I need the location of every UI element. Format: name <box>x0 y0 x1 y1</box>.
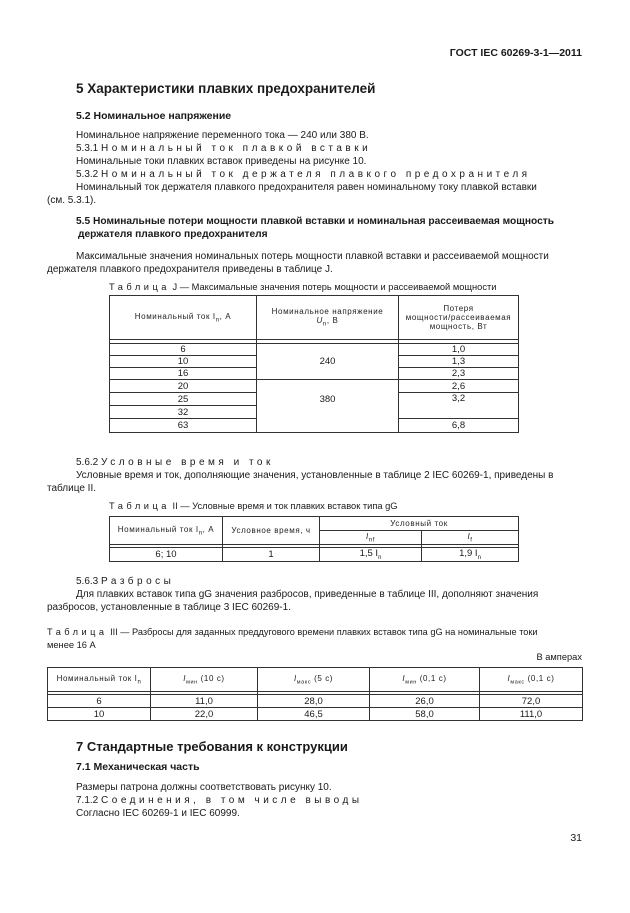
paragraph: Максимальные значения номинальных потерь мощности плавкой вставки и рассеиваемой мощности <box>76 251 549 262</box>
table-cell: 16 <box>110 368 257 380</box>
clause-number: 5.3.2 <box>76 169 99 180</box>
section-5-2-title: 5.2 Номинальное напряжение <box>76 110 232 122</box>
table-cell: 32 <box>110 406 257 419</box>
paragraph: Номинальное напряжение переменного тока — 240 или 380 В. <box>76 130 369 141</box>
table-cell: 240 <box>257 344 399 380</box>
table-cell: 1,3 <box>399 356 519 368</box>
clause-number: 5.3.1 <box>76 143 99 154</box>
table-j <box>109 295 519 433</box>
table-row <box>48 708 583 721</box>
table-cell: 26,0 <box>370 695 480 708</box>
table-cell: 2,3 <box>399 368 519 380</box>
table-header: Номинальное напряжение $U_n$, В <box>257 296 399 340</box>
paragraph: Номинальный ток держателя плавкого предохранителя равен номинальному току плавкой вставки <box>76 182 537 193</box>
table-row <box>48 695 583 708</box>
section-5-5-title-cont: держателя плавкого предохранителя <box>78 229 268 240</box>
page-number: 31 <box>570 832 582 844</box>
paragraph: Для плавких вставок типа gG значения разбросов, приведенные в таблице III, дополняют значения <box>76 589 539 600</box>
clause-title: Соединения, в том числе выводы <box>101 795 363 806</box>
table-header: $I_{nf}$ <box>320 531 422 545</box>
table-cell: 63 <box>110 419 257 433</box>
caption-text: II — Условные время и ток плавких вставок типа gG <box>172 501 398 511</box>
table-cell: 10 <box>48 708 151 721</box>
table-header: Условное время, ч <box>223 517 320 545</box>
caption-prefix: Таблица <box>109 501 170 511</box>
section-5-3-2-heading <box>76 168 531 181</box>
table-cell: 3,2 <box>399 393 519 419</box>
table-cell: 380 <box>257 380 399 433</box>
section-5-6-3-heading <box>76 575 174 588</box>
clause-title: Номинальный ток плавкой вставки <box>101 143 372 154</box>
paragraph: (см. 5.3.1). <box>47 195 97 206</box>
table-ii-caption <box>109 501 398 511</box>
table-cell: 111,0 <box>480 708 583 721</box>
table-header: Номинальный ток $I_n$ <box>48 668 151 692</box>
paragraph: Номинальные токи плавких вставок приведены на рисунке 10. <box>76 156 367 167</box>
table-cell: 20 <box>110 380 257 393</box>
clause-number: 5.6.3 <box>76 576 99 587</box>
clause-title: Условные время и ток <box>101 457 274 468</box>
section-7-title: 7 Стандартные требования к конструкции <box>76 739 348 754</box>
table-cell: 1,5 $I_n$ <box>320 548 422 562</box>
table-cell: 58,0 <box>370 708 480 721</box>
table-header: Условный ток <box>320 517 519 531</box>
table-header: Номинальный ток $I_n$, А <box>110 296 257 340</box>
table-cell: 25 <box>110 393 257 406</box>
table-header: $I_{макс}$ (5 с) <box>258 668 370 692</box>
table-header: $I_{мин}$ (0,1 с) <box>370 668 480 692</box>
clause-title: Номинальный ток держателя плавкого предохранителя <box>101 169 531 180</box>
table-iii-caption-cont: менее 16 А <box>47 640 96 650</box>
paragraph: Согласно IEC 60269-1 и IEC 60999. <box>76 808 240 819</box>
paragraph: таблице II. <box>47 483 97 494</box>
table-ii <box>109 516 519 562</box>
table-iii-caption <box>47 627 538 637</box>
section-5-6-2-heading <box>76 456 274 469</box>
paragraph: Условные время и ток, дополняющие значения, установленные в таблице 2 IEC 60269-1, приведены в <box>76 470 554 481</box>
table-cell: 11,0 <box>151 695 258 708</box>
table-cell: 6,8 <box>399 419 519 433</box>
table-header: $I_{макс}$ (0,1 с) <box>480 668 583 692</box>
table-cell: 1,9 $I_n$ <box>422 548 519 562</box>
paragraph: держателя плавкого предохранителя приведены в таблице J. <box>47 264 333 275</box>
table-cell: 72,0 <box>480 695 583 708</box>
section-5-3-1-heading <box>76 142 371 155</box>
table-j-caption <box>109 282 496 292</box>
table-header: $I_{мин}$ (10 с) <box>151 668 258 692</box>
clause-number: 7.1.2 <box>76 795 99 806</box>
paragraph: разбросов, установленные в таблице 3 IEC 60269-1. <box>47 602 291 613</box>
clause-number: 5.6.2 <box>76 457 99 468</box>
caption-prefix: Таблица <box>47 627 108 637</box>
table-header: Потеря мощности/рассеиваемая мощность, Вт <box>399 296 519 340</box>
table-header: $I_f$ <box>422 531 519 545</box>
paragraph: Размеры патрона должны соответствовать рисунку 10. <box>76 782 332 793</box>
table-cell: 46,5 <box>258 708 370 721</box>
table-cell: 28,0 <box>258 695 370 708</box>
table-header: Номинальный ток $I_n$, А <box>110 517 223 545</box>
clause-title: Разбросы <box>101 576 175 587</box>
table-cell: 1 <box>223 548 320 562</box>
section-7-1-2-heading <box>76 794 363 807</box>
table-iii <box>47 667 583 721</box>
table-cell: 22,0 <box>151 708 258 721</box>
document-id: ГОСТ IEC 60269-3-1—2011 <box>449 47 582 59</box>
table-cell: 6 <box>48 695 151 708</box>
table-cell: 6; 10 <box>110 548 223 562</box>
table-iii-unit-note: В амперах <box>536 652 582 662</box>
caption-prefix: Таблица <box>109 282 170 292</box>
section-5-5-title: 5.5 Номинальные потери мощности плавкой вставки и номинальная рассеиваемая мощность <box>76 216 555 227</box>
caption-text: III — Разбросы для заданных преддугового времени плавких вставок типа gG на номинальные токи <box>110 627 538 637</box>
section-5-title: 5 Характеристики плавких предохранителей <box>76 81 376 96</box>
table-cell: 2,6 <box>399 380 519 393</box>
section-7-1-title: 7.1 Механическая часть <box>76 761 200 773</box>
table-cell: 6 <box>110 344 257 356</box>
caption-text: J — Максимальные значения потерь мощности и рассеиваемой мощности <box>172 282 497 292</box>
table-cell: 1,0 <box>399 344 519 356</box>
table-cell: 10 <box>110 356 257 368</box>
